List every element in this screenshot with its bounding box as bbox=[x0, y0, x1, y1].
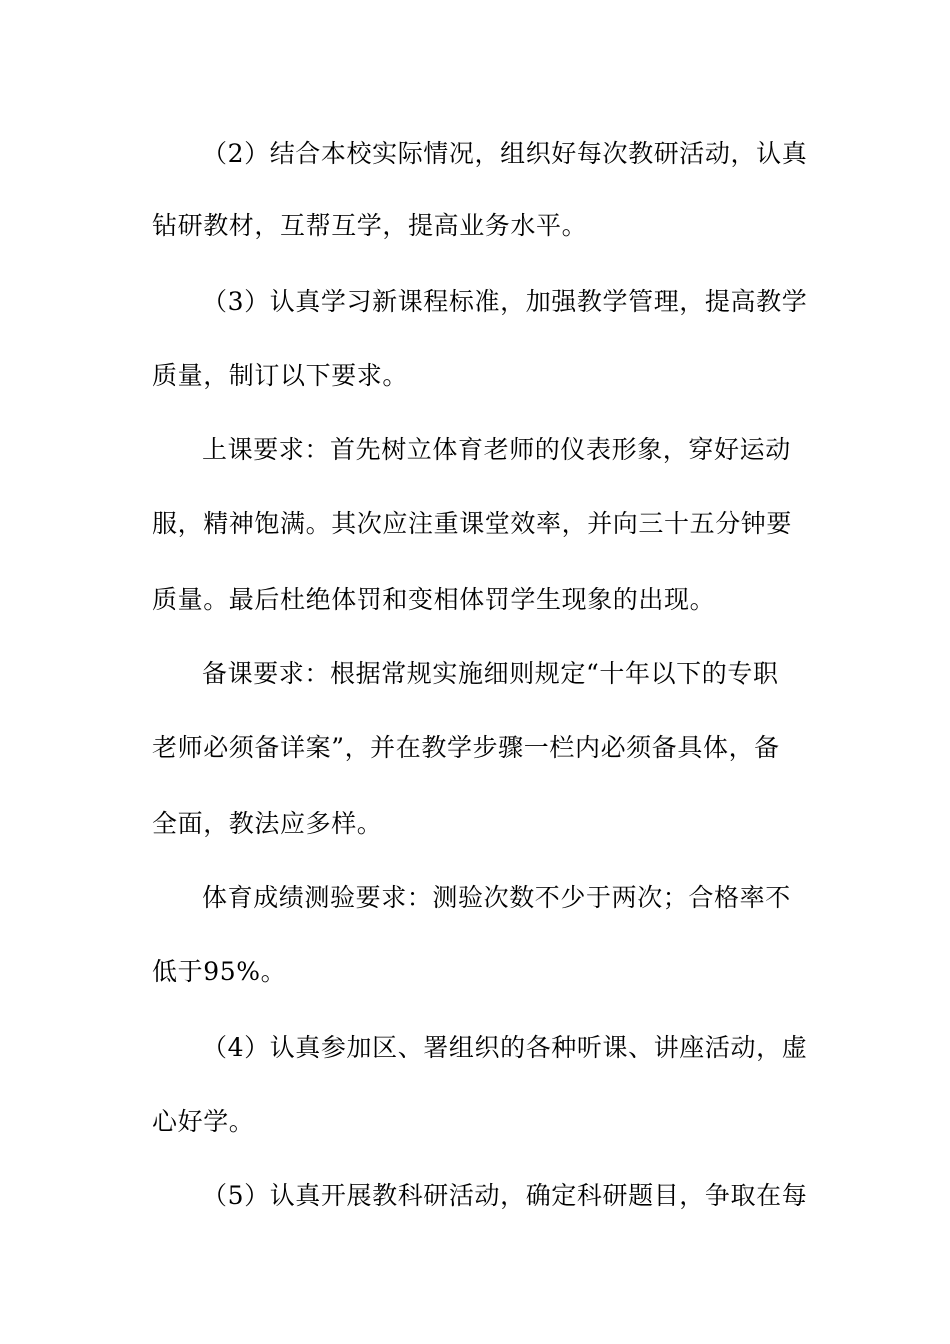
lesson-prep-line-2: 老师必须备详案”，并在教学步骤一栏内必须备具体，备 bbox=[152, 733, 780, 762]
paragraph-5-line-1: （5）认真开展教科研活动，确定科研题目，争取在每 bbox=[202, 1181, 808, 1210]
paragraph-4-line-1: （4）认真参加区、署组织的各种听课、讲座活动，虚 bbox=[202, 1033, 808, 1062]
test-requirements-line-1: 体育成绩测验要求：测验次数不少于两次；合格率不 bbox=[202, 883, 791, 912]
paragraph-4-line-2: 心好学。 bbox=[152, 1107, 255, 1136]
class-requirements-line-2: 服，精神饱满。其次应注重课堂效率，并向三十五分钟要 bbox=[152, 509, 793, 538]
lesson-prep-line-3: 全面，教法应多样。 bbox=[152, 809, 383, 838]
class-requirements-line-1: 上课要求：首先树立体育老师的仪表形象，穿好运动 bbox=[202, 435, 791, 464]
paragraph-2-line-1: （2）结合本校实际情况，组织好每次教研活动，认真 bbox=[202, 139, 808, 168]
lesson-prep-line-1: 备课要求：根据常规实施细则规定“十年以下的专职 bbox=[202, 659, 779, 688]
test-requirements-line-2: 低于95%。 bbox=[152, 957, 287, 986]
paragraph-2-line-2: 钻研教材，互帮互学，提高业务水平。 bbox=[152, 211, 588, 240]
paragraph-3-line-1: （3）认真学习新课程标准，加强教学管理，提高教学 bbox=[202, 287, 808, 316]
class-requirements-line-3: 质量。最后杜绝体罚和变相体罚学生现象的出现。 bbox=[152, 585, 716, 614]
paragraph-3-line-2: 质量，制订以下要求。 bbox=[152, 361, 409, 390]
